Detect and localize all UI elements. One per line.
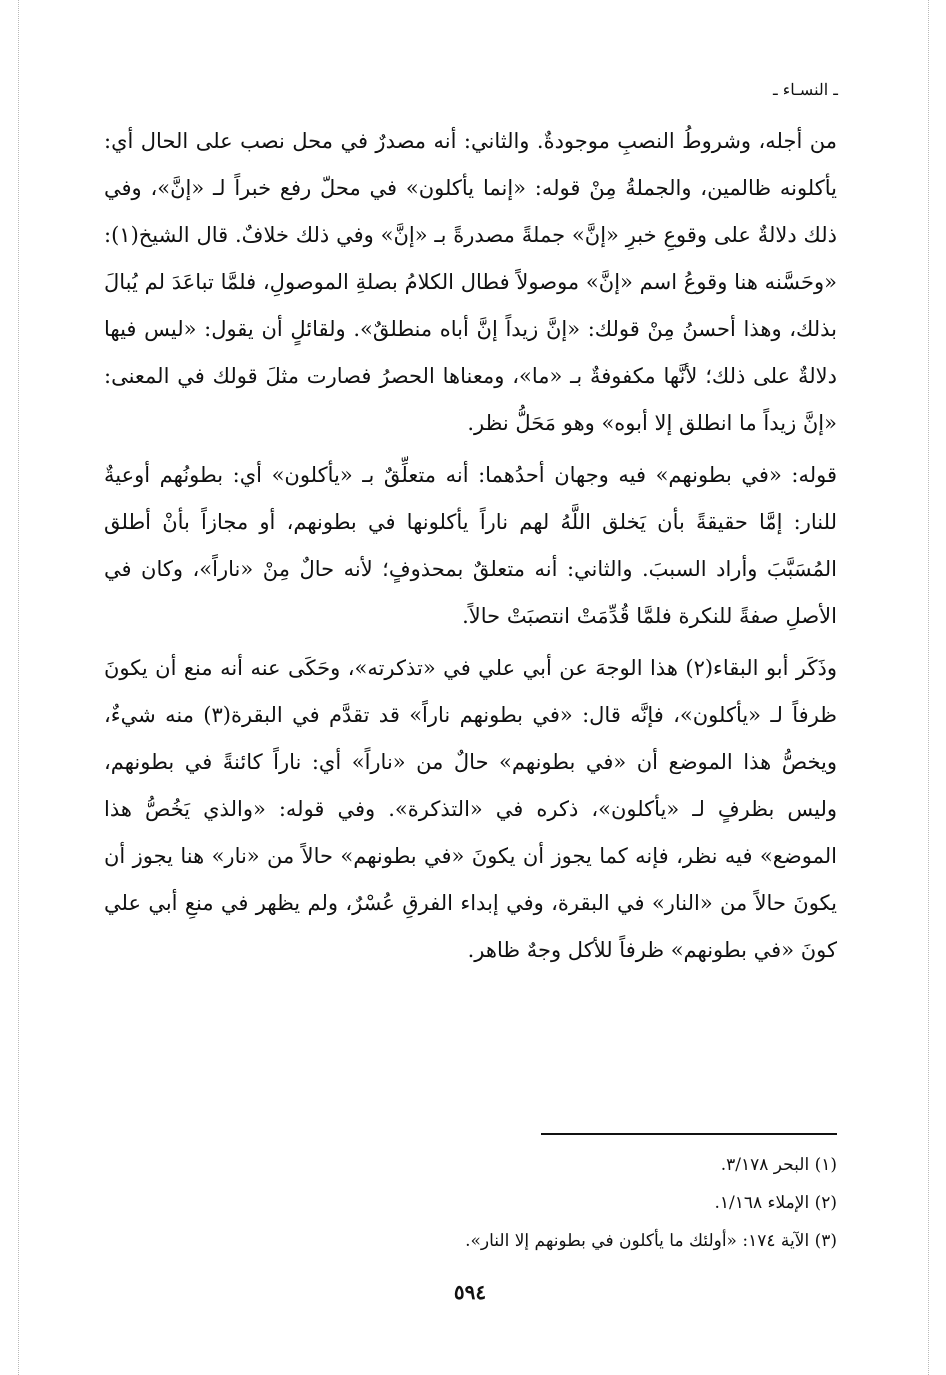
footnote-divider xyxy=(541,1133,837,1135)
paragraph-2: قوله: «في بطونهم» فيه وجهان أحدُهما: أنه متعلِّقٌ بـ «يأكلون» أي: بطونُهم أوعيةٌ للنار: إمَّا حقيقةً بأن يَخلق اللَّهُ لهم ناراً يأكلونها في بطونهم، أو مجازاً بأنْ أطلق المُسَبَّبَ وأراد السببَ. والثاني: أنه متعلقٌ بمحذوفٍ؛ لأنه حالٌ مِنْ «ناراً»، وكان في الأصلِ صفةً للنكرة فلمَّا قُدِّمَتْ انتصبَتْ حالاً. xyxy=(104,463,837,628)
page-number: ٥٩٤ xyxy=(453,1280,487,1304)
paragraph-1: من أجله، وشروطُ النصبِ موجودةٌ. والثاني: أنه مصدرٌ في محل نصب على الحال أي: يأكلونه ظالمين، والجملةُ مِنْ قوله: «إنما يأكلون» في محلّ رفع خبراً لـ «إنَّ»، وفي ذلك دلالةٌ على وقوعِ خبرِ «إنَّ» جملةً مصدرةً بـ «إنَّ» وفي ذلك خلافٌ. قال الشيخ(١): «وحَسَّنه هنا وقوعُ اسم «إنَّ» موصولاً فطال الكلامُ بصلةِ الموصولِ، فلمَّا تباعَدَ لم يُبالَ بذلك، وهذا أحسنُ مِنْ قولك: «إنَّ زيداً إنَّ أباه منطلقٌ». ولقائلٍ أن يقول: «ليس فيها دلالةٌ على ذلك؛ لأنَّها مكفوفةٌ بـ «ما»، ومعناها الحصرُ فصارت مثلَ قولك في المعنى: «إنَّ زيداً ما انطلق إلا أبوه» وهو مَحَلُّ نظر. xyxy=(104,129,837,435)
scan-edge-left xyxy=(18,0,19,1375)
footnotes xyxy=(300,1146,837,1260)
paragraph-3: وذَكَر أبو البقاء(٢) هذا الوجهَ عن أبي علي في «تذكرته»، وحَكَى عنه أنه منع أن يكونَ ظرفاً لـ «يأكلون»، فإنَّه قال: «في بطونهم ناراً» قد تقدَّم في البقرة(٣) منه شيءٌ، ويخصُّ هذا الموضع أن «في بطونهم» حالٌ من «ناراً» أي: ناراً كائنةً في بطونهم، وليس بظرفٍ لـ «يأكلون»، ذكره في «التذكرة». وفي قوله: «والذي يَخُصُّ هذا الموضع» فيه نظر، فإنه كما يجوز أن يكونَ «في بطونهم» حالاً من «نار» هنا يجوز أن يكونَ حالاً من «النار» في البقرة، وفي إبداء الفرقِ عُسْرٌ، ولم يظهر في منعِ أبي علي كونَ «في بطونهم» ظرفاً للأكل وجهٌ ظاهر. xyxy=(104,656,838,962)
scan-edge-right xyxy=(928,0,929,1375)
footnote-2: (٢) الإملاء ١/١٦٨. xyxy=(714,1193,837,1213)
footnote-3: (٣) الآية ١٧٤: «أولئك ما يأكلون في بطونهم إلا النار». xyxy=(465,1231,837,1251)
footnote-1: (١) البحر ٣/١٧٨. xyxy=(720,1155,837,1175)
running-header: ـ النسـاء ـ xyxy=(772,80,838,99)
main-text xyxy=(104,118,837,974)
